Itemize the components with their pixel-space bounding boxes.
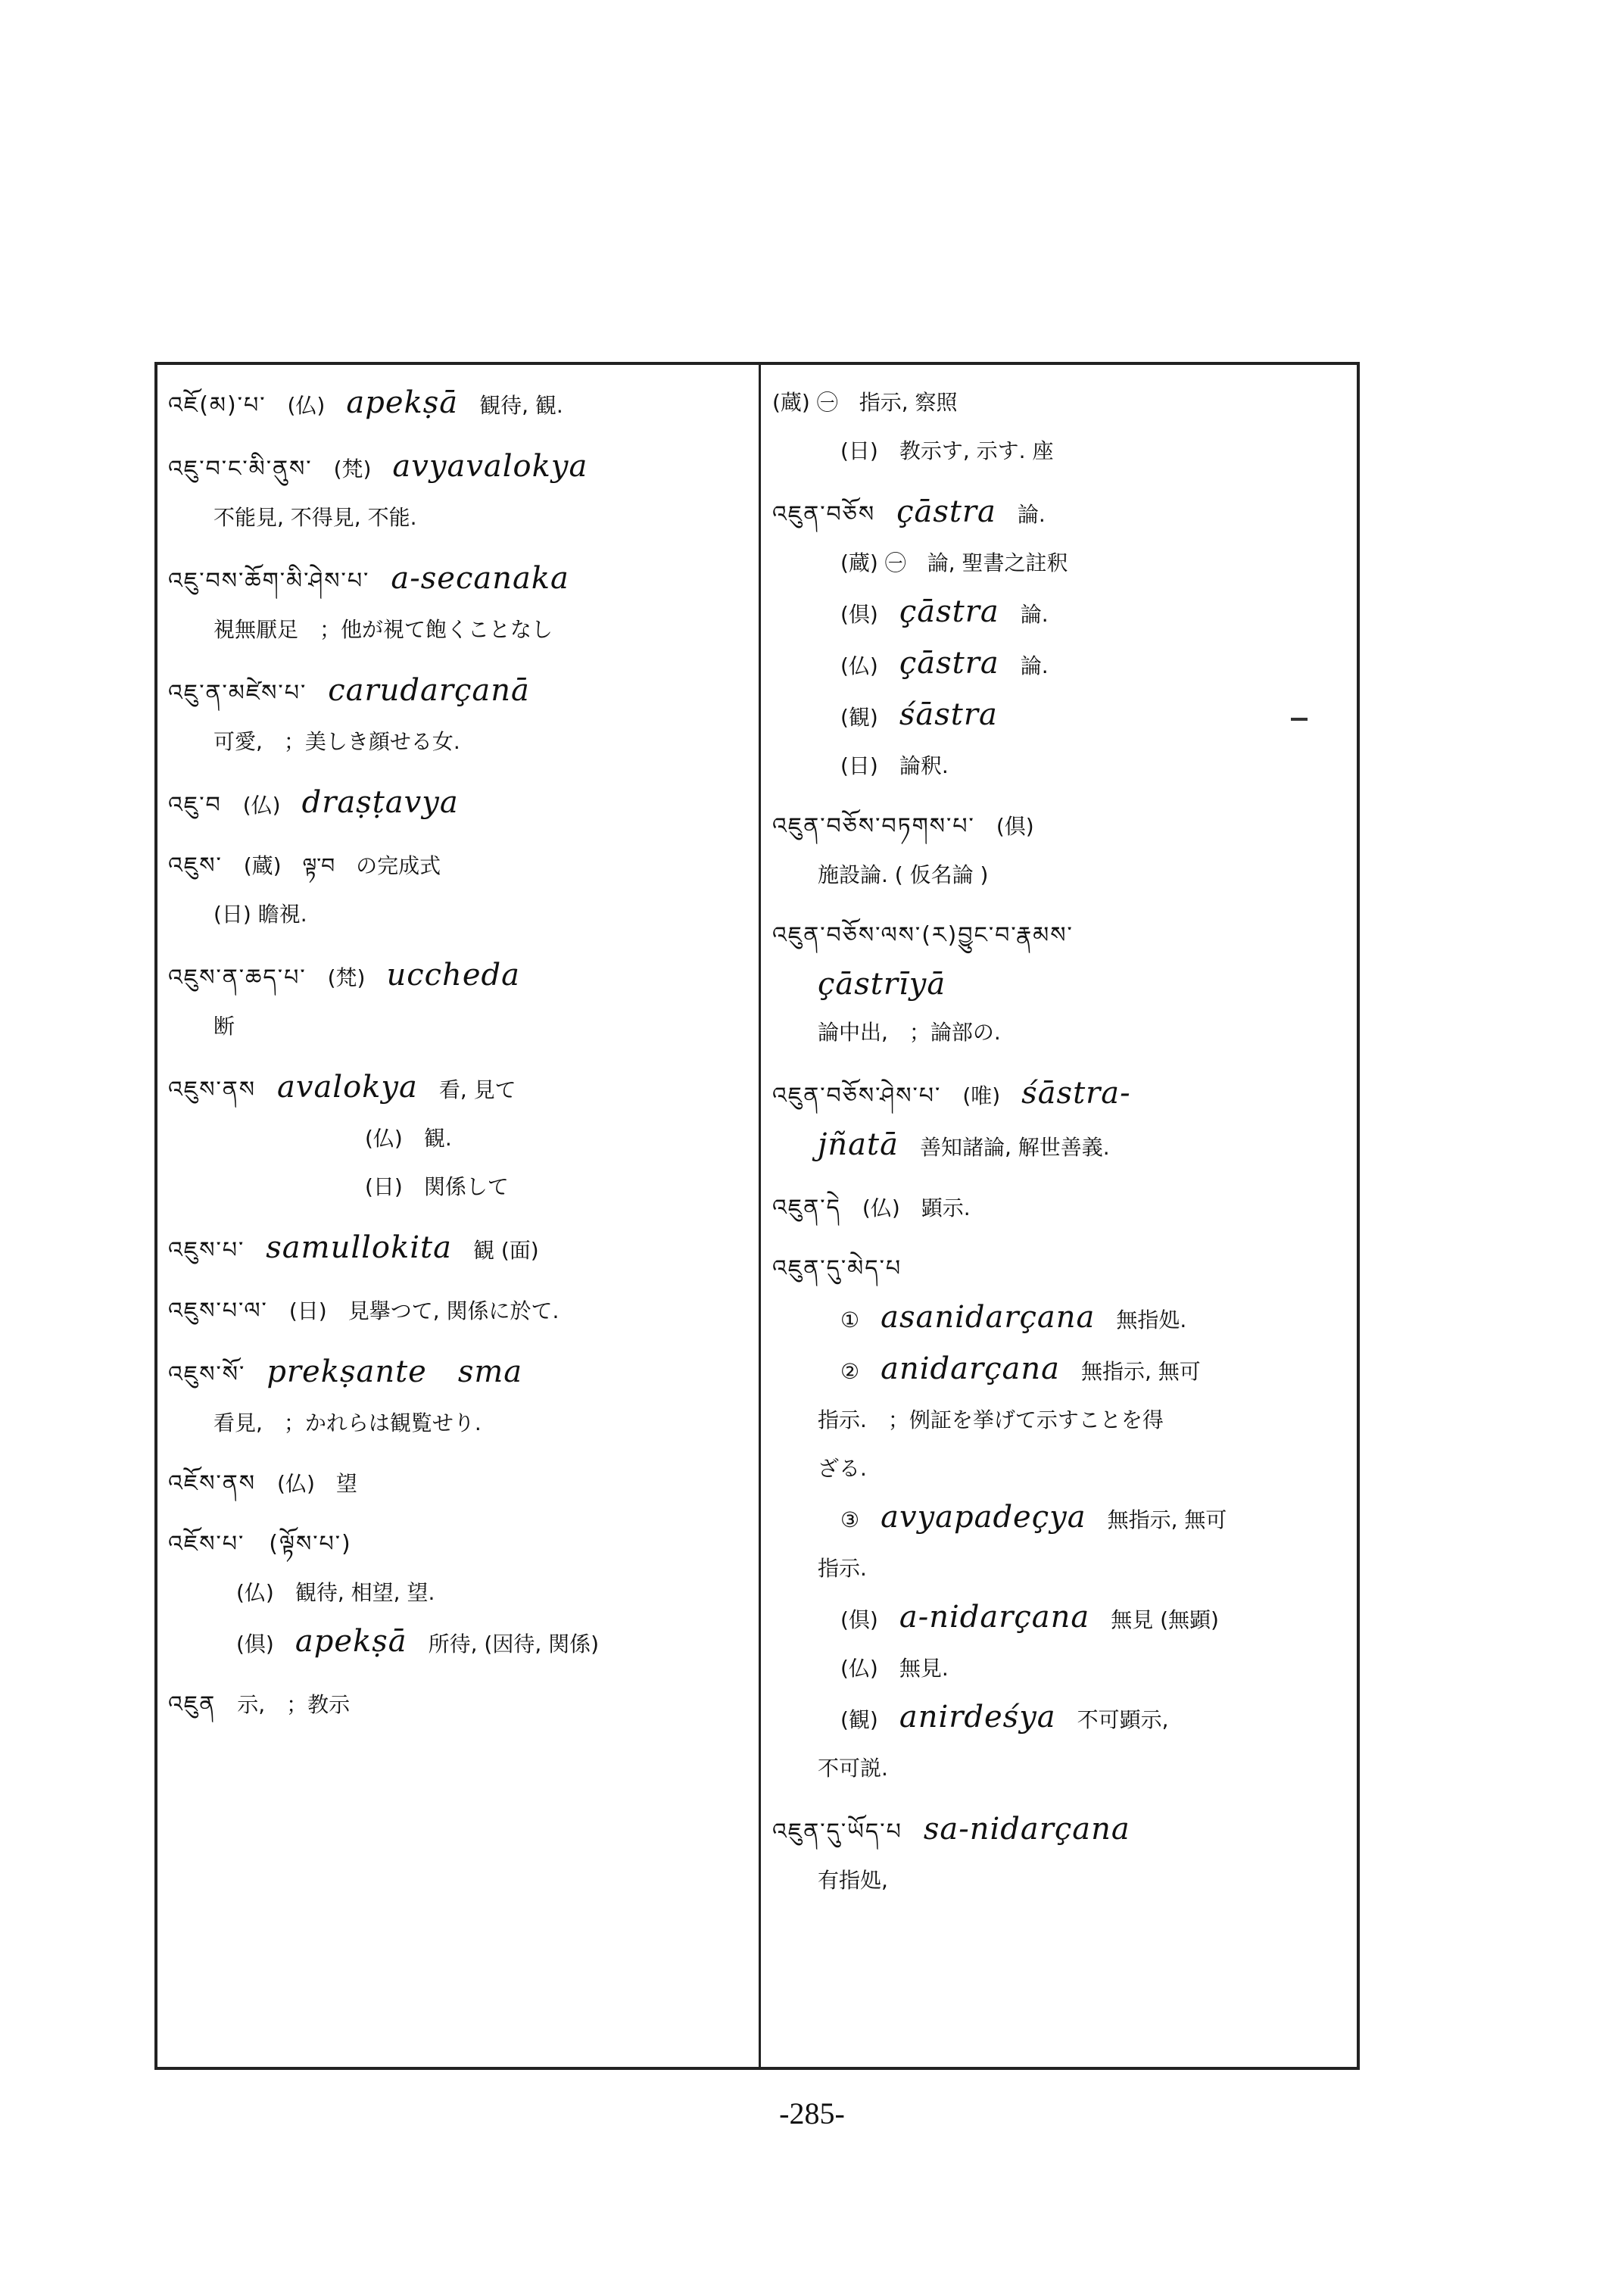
japanese-gloss: 施設論. ( 仮名論 ) <box>818 862 989 887</box>
source-tag: (仏) <box>277 1471 315 1496</box>
dictionary-entry <box>772 803 1348 899</box>
tibetan-term: འཇུས་སོ་ <box>168 1361 246 1388</box>
dictionary-entry <box>168 951 751 1051</box>
entry-headword-line <box>168 951 751 1002</box>
japanese-gloss: 観 (面) <box>472 1238 539 1263</box>
source-tag: (日) <box>288 1298 327 1323</box>
entry-definition-line <box>772 1593 1348 1644</box>
entry-definition-line <box>168 494 751 542</box>
entry-definition-line <box>772 1856 1348 1905</box>
dictionary-entry <box>772 379 1348 475</box>
entry-headword-line <box>168 1348 751 1399</box>
entry-definition-line <box>772 1008 1348 1057</box>
entry-definition-line <box>772 690 1348 742</box>
source-tag: (梵) <box>327 965 366 990</box>
japanese-gloss: 論. <box>1017 502 1046 527</box>
japanese-gloss: 指示, 察照 <box>859 390 958 415</box>
japanese-gloss: 看, 見て <box>438 1077 516 1102</box>
tibetan-term: འཇུན་བཅོས་ཤེས་པ་ <box>772 1083 942 1109</box>
sanskrit-term: carudarçanā <box>328 673 530 708</box>
source-tag: (仏) <box>365 1126 403 1151</box>
source-tag: (観) <box>840 1707 878 1732</box>
sanskrit-term: śāstra- <box>1021 1076 1131 1111</box>
dictionary-entry <box>168 554 751 654</box>
tibetan-term: འཇུ་བས་ཆོག་མི་ཤེས་པ་ <box>168 568 370 594</box>
dictionary-entry <box>772 488 1348 790</box>
japanese-gloss: 有指処, <box>818 1868 888 1893</box>
source-tag: ③ <box>840 1507 860 1532</box>
source-tag: (倶) <box>996 814 1034 839</box>
tibetan-term: འཇུན་བཅོས་ལས་(ར)བྱུང་བ་རྣམས་ <box>772 922 1074 949</box>
entry-headword-line <box>168 1223 751 1275</box>
sanskrit-term: çāstrīyā <box>818 967 946 1002</box>
japanese-gloss: (日) 瞻視. <box>214 902 307 927</box>
japanese-gloss: 無見 (無顕) <box>1111 1607 1219 1632</box>
source-tag: (蔵) ㊀ <box>772 390 838 415</box>
entry-headword-line <box>772 488 1348 539</box>
japanese-gloss: 論中出, ；論部の. <box>818 1020 1001 1045</box>
entry-definition-line <box>772 742 1348 790</box>
entry-definition-line <box>772 639 1348 690</box>
entry-definition-line <box>772 1744 1348 1793</box>
japanese-gloss: 善知諸論, 解世善義. <box>919 1135 1110 1160</box>
entry-headword-line <box>168 842 751 890</box>
dictionary-entry <box>168 442 751 542</box>
entry-headword-line <box>168 666 751 718</box>
dictionary-entry <box>168 1223 751 1275</box>
sanskrit-term: śāstra <box>899 697 998 732</box>
dictionary-entry <box>772 1069 1348 1172</box>
source-tag: (梵) <box>333 457 372 482</box>
japanese-gloss: 観待, 相望, 望. <box>295 1580 435 1605</box>
source-tag: (仏) <box>236 1580 274 1605</box>
dictionary-entry <box>168 1520 751 1669</box>
source-tag: (蔵) ㊀ <box>840 550 906 575</box>
tibetan-term: འཇུས་པ་ལ་ <box>168 1298 268 1324</box>
sanskrit-term: draṣṭavya <box>301 785 459 820</box>
sanskrit-term: anidarçana <box>881 1351 1060 1386</box>
entry-definition-line <box>168 718 751 766</box>
entry-definition-line <box>772 588 1348 639</box>
entry-definition-line <box>772 1345 1348 1396</box>
japanese-gloss: 不可顕示, <box>1077 1707 1169 1732</box>
entry-headword-line <box>772 803 1348 851</box>
tibetan-term: འཇུས་ན་ཆད་པ་ <box>168 965 307 991</box>
tibetan-term: འཇུན་བཅོས <box>772 501 876 528</box>
left-column <box>168 379 751 1741</box>
dictionary-entry <box>168 666 751 766</box>
japanese-gloss: 論. <box>1020 653 1049 678</box>
sanskrit-term: anirdeśya <box>899 1700 1056 1735</box>
entry-definition-line <box>168 606 751 654</box>
entry-headword-line <box>168 1287 751 1336</box>
entry-definition-line <box>772 851 1348 899</box>
source-tag: (蔵) <box>243 853 282 878</box>
japanese-gloss: 視無厭足 ；他が視て飽くことなし <box>214 617 553 642</box>
entry-definition-line <box>772 427 1348 475</box>
entry-headword-line <box>168 1063 751 1114</box>
dictionary-entry <box>772 1184 1348 1233</box>
entry-definition-line <box>772 1693 1348 1744</box>
entry-definition-line <box>168 1569 751 1617</box>
source-tag: (日) <box>840 753 878 778</box>
source-tag: (仏) <box>287 393 326 418</box>
dictionary-entry <box>168 1681 751 1729</box>
entry-headword-line <box>772 379 1348 427</box>
entry-definition-line <box>772 1293 1348 1345</box>
source-tag: (唯) <box>962 1083 1001 1108</box>
entry-definition-line <box>168 1399 751 1448</box>
dictionary-entry <box>168 1287 751 1336</box>
dictionary-entry <box>168 379 751 430</box>
tibetan-term: འཇུས་ནས <box>168 1077 257 1103</box>
japanese-gloss: 示, ；教示 <box>237 1692 351 1717</box>
sanskrit-term: asanidarçana <box>881 1300 1096 1335</box>
japanese-gloss: 無指示, 無可 <box>1107 1507 1227 1532</box>
dictionary-entry <box>168 842 751 939</box>
tibetan-term: འཇུན <box>168 1691 217 1718</box>
entry-definition-line <box>772 1121 1348 1172</box>
source-tag: (倶) <box>840 1607 878 1632</box>
japanese-gloss: 関係して <box>423 1174 509 1199</box>
entry-definition-line <box>168 1617 751 1669</box>
entry-definition-line <box>772 960 1348 1008</box>
source-tag: ① <box>840 1308 860 1332</box>
entry-definition-line <box>168 1114 751 1163</box>
japanese-gloss: 望 <box>335 1471 357 1496</box>
entry-headword-line <box>168 554 751 606</box>
japanese-gloss: 顕示. <box>921 1195 971 1220</box>
japanese-gloss: 断 <box>214 1014 235 1039</box>
sanskrit-term: sa-nidarçana <box>923 1812 1130 1847</box>
column-divider <box>759 362 761 2070</box>
tibetan-term: འཇུ་བ་ང་མི་ནུས་ <box>168 456 313 482</box>
dictionary-entry <box>168 1348 751 1448</box>
sanskrit-term: avalokya <box>277 1070 418 1105</box>
sanskrit-term: apekṣā <box>346 385 459 420</box>
tibetan-term: འཇུན་དུ་ཡོད་པ <box>772 1819 902 1845</box>
entry-definition-line <box>772 1644 1348 1693</box>
japanese-gloss: 論釈. <box>899 753 949 778</box>
japanese-gloss: 看見, ；かれらは観覧せり. <box>214 1410 482 1435</box>
right-column <box>772 379 1348 1917</box>
japanese-gloss: 観. <box>423 1126 452 1151</box>
entry-definition-line <box>168 890 751 939</box>
japanese-gloss: ལྟ་བ の完成式 <box>302 853 441 878</box>
entry-headword-line <box>772 1245 1348 1293</box>
dictionary-entry <box>168 1460 751 1508</box>
sanskrit-term: çāstra <box>896 494 996 529</box>
japanese-gloss: 指示. ；例証を挙げて示すことを得 <box>818 1407 1164 1432</box>
sanskrit-term: avyavalokya <box>392 449 588 484</box>
japanese-gloss: 見擧つて, 関係に於て. <box>348 1298 560 1323</box>
source-tag: (仏) <box>862 1195 900 1220</box>
japanese-gloss: 観待, 観. <box>479 393 563 418</box>
entry-definition-line <box>772 1493 1348 1544</box>
entry-headword-line <box>772 1069 1348 1121</box>
sanskrit-term: apekṣā <box>295 1624 407 1659</box>
tibetan-term: འཇུན་དེ <box>772 1195 841 1221</box>
source-tag: (倶) <box>840 602 878 627</box>
tibetan-term: འཇུ་ན་མཛེས་པ་ <box>168 680 307 706</box>
source-tag: ② <box>840 1359 860 1384</box>
sanskrit-term: a-secanaka <box>391 561 569 596</box>
source-tag: (観) <box>840 705 878 730</box>
source-tag: (日) <box>840 438 878 463</box>
sanskrit-term: uccheda <box>386 958 520 993</box>
dictionary-entry <box>168 778 751 830</box>
dictionary-entry <box>168 1063 751 1211</box>
japanese-gloss: 無指示, 無可 <box>1080 1359 1201 1384</box>
japanese-gloss: 可愛, ；美しき顔せる女. <box>214 729 460 754</box>
japanese-gloss: 論. <box>1020 602 1049 627</box>
tibetan-term: འཇུན་དུ་མེད་པ <box>772 1255 902 1282</box>
tibetan-term: འཇུས་ <box>168 852 223 879</box>
source-tag: (仏) <box>840 1656 878 1681</box>
entry-headword-line <box>772 1184 1348 1233</box>
tibetan-term: འཇོ(མ)་པ་ <box>168 392 267 419</box>
sanskrit-term: jñatā <box>818 1127 899 1162</box>
entry-headword-line <box>168 379 751 430</box>
entry-headword-line <box>168 778 751 830</box>
sanskrit-term: çāstra <box>899 646 999 681</box>
entry-definition-line <box>772 1544 1348 1593</box>
sanskrit-term: a-nidarçana <box>899 1600 1090 1635</box>
entry-definition-line <box>168 1002 751 1051</box>
entry-headword-line <box>168 1681 751 1729</box>
sanskrit-term: prekṣante sma <box>267 1354 523 1389</box>
entry-headword-line <box>772 1805 1348 1856</box>
entry-headword-line <box>168 1460 751 1508</box>
japanese-gloss: 論, 聖書之註釈 <box>927 550 1068 575</box>
japanese-gloss: 教示す, 示す. 座 <box>899 438 1054 463</box>
dictionary-entry <box>772 1245 1348 1793</box>
tibetan-term: འཇོས་ནས <box>168 1470 257 1497</box>
sanskrit-term: samullokita <box>266 1230 452 1265</box>
japanese-gloss: 無見. <box>899 1656 949 1681</box>
japanese-gloss: 指示. <box>818 1556 867 1581</box>
tibetan-term: འཇུན་བཅོས་བཏགས་པ་ <box>772 813 975 840</box>
source-tag: (日) <box>365 1174 403 1199</box>
japanese-gloss: 不可説. <box>818 1756 888 1781</box>
japanese-gloss: ざる. <box>818 1456 867 1481</box>
sanskrit-term: çāstra <box>899 594 999 629</box>
entry-definition-line <box>772 1396 1348 1445</box>
page-number: -285- <box>779 2096 845 2130</box>
tibetan-term: འཇུས་པ་ <box>168 1237 245 1264</box>
source-tag: (仏) <box>242 793 281 818</box>
entry-headword-line <box>168 442 751 494</box>
entry-definition-line <box>772 539 1348 588</box>
japanese-gloss: 不能見, 不得見, 不能. <box>214 505 417 530</box>
tibetan-term: འཇོས་པ་ (ལྟོས་པ་) <box>168 1531 352 1557</box>
entry-definition-line <box>168 1163 751 1211</box>
tibetan-term: འཇུ་བ <box>168 792 222 818</box>
dictionary-entry <box>772 1805 1348 1905</box>
japanese-gloss: 所待, (因待, 関係) <box>428 1632 600 1657</box>
dictionary-entry <box>772 912 1348 1057</box>
entry-definition-line <box>772 1445 1348 1493</box>
japanese-gloss: 無指処. <box>1116 1308 1187 1332</box>
entry-headword-line <box>168 1520 751 1569</box>
source-tag: (倶) <box>236 1632 274 1657</box>
entry-headword-line <box>772 912 1348 960</box>
sanskrit-term: avyapadeçya <box>881 1500 1086 1535</box>
source-tag: (仏) <box>840 653 878 678</box>
